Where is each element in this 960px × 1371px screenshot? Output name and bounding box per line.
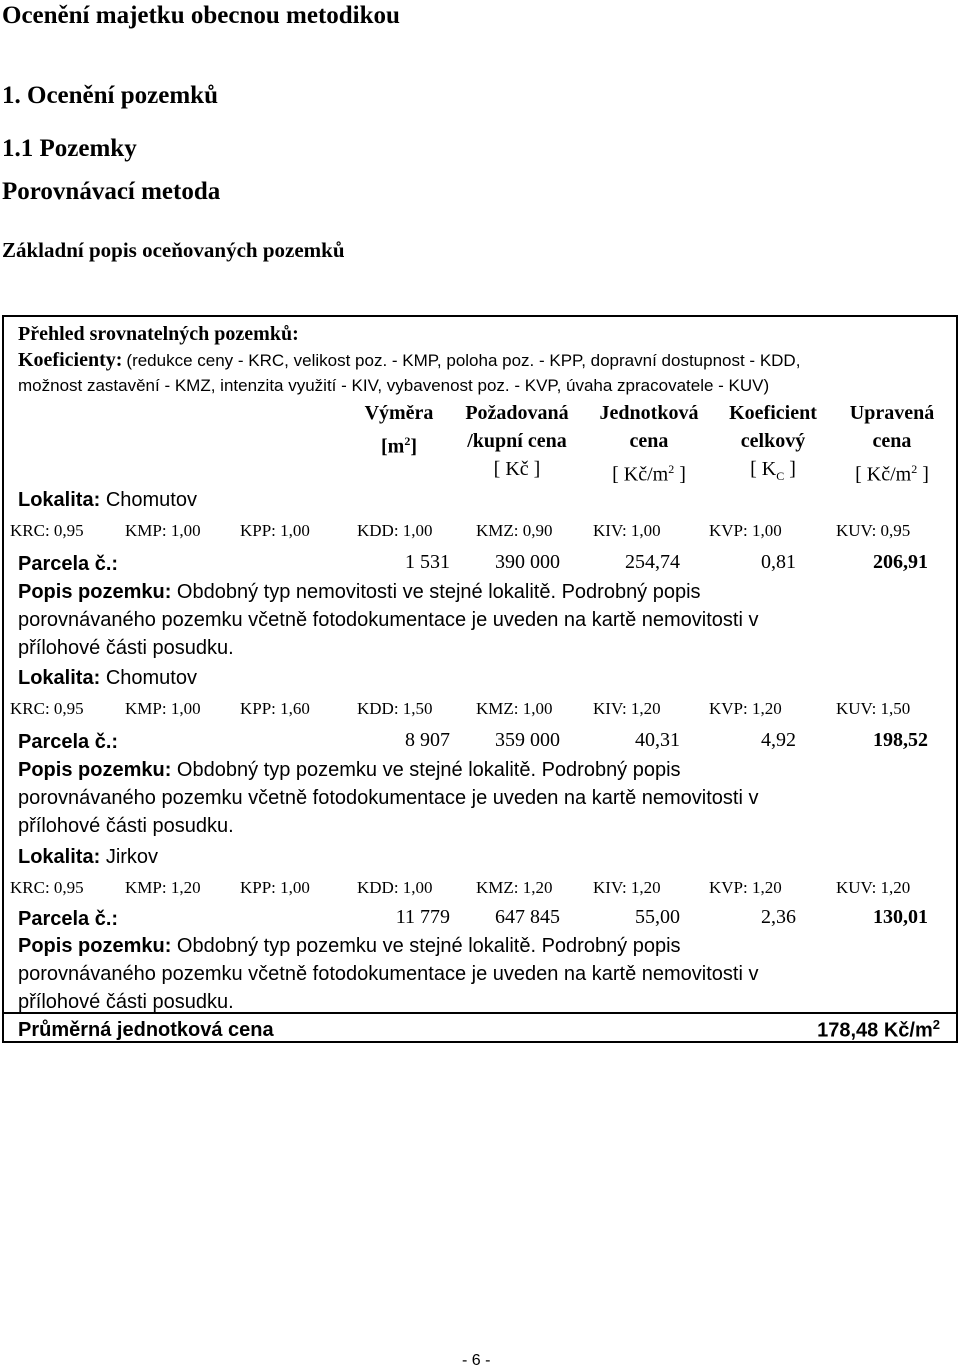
section-heading: 1. Ocenění pozemků	[2, 82, 218, 109]
row-1-lokalita	[18, 489, 197, 512]
row-2-lokalita	[18, 667, 197, 690]
row-2-vymera: 8 907	[405, 729, 450, 751]
lokalita-value: Chomutov	[105, 489, 197, 511]
row-1-koef-kiv: KIV: 1,00	[593, 521, 661, 540]
column-header-jednotkova-close: ]	[674, 463, 686, 486]
row-2-koef-kvp: KVP: 1,20	[709, 699, 782, 718]
row-1-koef-kmz: KMZ: 0,90	[476, 521, 553, 540]
row-2-koeficient: 4,92	[761, 729, 796, 751]
row-2-koef-kpp: KPP: 1,60	[240, 699, 310, 718]
total-divider	[4, 1012, 956, 1014]
column-header-jednotkova-unit: [ Kč/m	[612, 463, 669, 486]
row-3-vymera: 11 779	[395, 906, 450, 928]
row-2-popis-1	[18, 756, 681, 784]
column-header-upravena-unit: [ Kč/m	[855, 463, 912, 486]
row-1-vymera: 1 531	[405, 551, 450, 573]
row-3-koef-kiv: KIV: 1,20	[593, 878, 661, 897]
column-header-upravena-title: Upravená	[849, 402, 935, 424]
row-2-koef-kuv: KUV: 1,50	[836, 699, 911, 718]
popis-text: Obdobný typ nemovitosti ve stejné lokalitě. Podrobný popis	[176, 581, 701, 603]
column-header-upravena-sub: cena	[872, 430, 912, 452]
row-3-popis-3: přílohové části posudku.	[18, 991, 234, 1013]
column-header-koeficient-unit: [ K	[750, 458, 777, 480]
lokalita-label: Lokalita:	[18, 667, 101, 689]
row-1-koeficient: 0,81	[761, 551, 796, 573]
column-header-upravena	[834, 399, 950, 489]
popis-text: Obdobný typ pozemku ve stejné lokalitě. Podrobný popis	[176, 759, 681, 781]
row-3-parcela-label: Parcela č.:	[18, 908, 119, 930]
row-3-popis-1	[18, 932, 681, 960]
page-number: - 6 -	[462, 1352, 491, 1369]
coefficients-line-1	[18, 349, 800, 372]
column-header-jednotkova-sub: cena	[629, 430, 669, 452]
row-1-koef-kdd: KDD: 1,00	[357, 521, 433, 540]
row-2-koef-kiv: KIV: 1,20	[593, 699, 661, 718]
popis-text: Obdobný typ pozemku ve stejné lokalitě. Podrobný popis	[176, 935, 681, 957]
row-1-cena: 390 000	[495, 551, 560, 573]
row-2-popis-3: přílohové části posudku.	[18, 815, 234, 837]
row-1-popis-3: přílohové části posudku.	[18, 637, 234, 659]
lokalita-label: Lokalita:	[18, 846, 101, 868]
popis-label: Popis pozemku:	[18, 581, 172, 603]
column-header-jednotkova-title: Jednotková	[599, 402, 699, 424]
row-2-koef-kmz: KMZ: 1,00	[476, 699, 553, 718]
row-3-koef-krc: KRC: 0,95	[10, 878, 84, 897]
row-3-koef-kmz: KMZ: 1,20	[476, 878, 553, 897]
subsection-heading: 1.1 Pozemky	[2, 135, 137, 162]
row-1-koef-kmp: KMP: 1,00	[125, 521, 201, 540]
row-3-upravena: 130,01	[873, 906, 928, 928]
column-header-jednotkova-sup: 2	[668, 462, 675, 476]
row-2-jednotkova: 40,31	[635, 729, 680, 751]
column-header-koeficient-close: ]	[784, 458, 796, 480]
document-title: Ocenění majetku obecnou metodikou	[2, 2, 400, 29]
row-3-koeficient: 2,36	[761, 906, 796, 928]
coefficients-label: Koeficienty:	[18, 349, 123, 371]
row-2-popis-2: porovnávaného pozemku včetně fotodokumentace je uveden na kartě nemovitosti v	[18, 787, 759, 809]
row-1-koef-kvp: KVP: 1,00	[709, 521, 782, 540]
column-header-pozadovana-unit: [ Kč ]	[493, 458, 541, 480]
column-header-upravena-sup: 2	[911, 462, 918, 476]
row-2-cena: 359 000	[495, 729, 560, 751]
row-1-koef-kuv: KUV: 0,95	[836, 521, 911, 540]
average-price-value	[817, 1017, 940, 1043]
row-2-koef-kdd: KDD: 1,50	[357, 699, 433, 718]
row-1-parcela-label: Parcela č.:	[18, 553, 119, 575]
basic-description-heading: Základní popis oceňovaných pozemků	[2, 238, 345, 262]
column-header-pozadovana	[452, 399, 582, 483]
popis-label: Popis pozemku:	[18, 759, 172, 781]
coefficients-text-2: možnost zastavění - KMZ, intenzita využití - KIV, vybavenost poz. - KVP, úvaha zpracovatele - KUV)	[18, 376, 770, 395]
row-2-parcela-label: Parcela č.:	[18, 731, 119, 753]
column-header-jednotkova	[584, 399, 714, 489]
lokalita-value: Jirkov	[105, 846, 159, 868]
row-1-upravena: 206,91	[873, 551, 928, 573]
row-1-popis-1	[18, 578, 701, 606]
coefficients-text-1: (redukce ceny - KRC, velikost poz. - KMP, poloha poz. - KPP, dopravní dostupnost - KDD,	[126, 351, 801, 370]
column-header-vymera-sup: 2	[404, 434, 411, 448]
row-3-koef-kdd: KDD: 1,00	[357, 878, 433, 897]
column-header-koeficient-sub-c: C	[776, 469, 785, 483]
column-header-vymera	[344, 399, 454, 461]
row-1-popis-2: porovnávaného pozemku včetně fotodokumentace je uveden na kartě nemovitosti v	[18, 609, 759, 631]
average-price-label: Průměrná jednotková cena	[18, 1019, 274, 1041]
row-3-koef-kpp: KPP: 1,00	[240, 878, 310, 897]
comparison-table	[2, 315, 958, 1043]
row-2-koef-kmp: KMP: 1,00	[125, 699, 201, 718]
row-3-jednotkova: 55,00	[635, 906, 680, 928]
row-2-koef-krc: KRC: 0,95	[10, 699, 84, 718]
overview-heading: Přehled srovnatelných pozemků:	[18, 323, 299, 345]
average-price-unit-sup: 2	[932, 1017, 940, 1032]
row-3-lokalita	[18, 846, 158, 869]
lokalita-value: Chomutov	[105, 667, 197, 689]
column-header-vymera-unit: [m	[381, 435, 405, 458]
column-header-vymera-close: ]	[410, 435, 417, 458]
row-3-koef-kmp: KMP: 1,20	[125, 878, 201, 897]
row-2-upravena: 198,52	[873, 729, 928, 751]
column-header-pozadovana-sub: /kupní cena	[467, 430, 567, 452]
column-header-upravena-close: ]	[917, 463, 929, 486]
row-3-koef-kuv: KUV: 1,20	[836, 878, 911, 897]
row-1-koef-krc: KRC: 0,95	[10, 521, 84, 540]
method-heading: Porovnávací metoda	[2, 178, 221, 205]
column-header-pozadovana-title: Požadovaná	[465, 402, 569, 424]
popis-label: Popis pozemku:	[18, 935, 172, 957]
average-price-amount: 178,48 Kč/m	[817, 1019, 933, 1042]
row-1-jednotkova: 254,74	[625, 551, 680, 573]
column-header-koeficient-title: Koeficient	[729, 402, 817, 424]
row-3-koef-kvp: KVP: 1,20	[709, 878, 782, 897]
column-header-koeficient	[714, 399, 832, 490]
row-1-koef-kpp: KPP: 1,00	[240, 521, 310, 540]
row-3-cena: 647 845	[495, 906, 560, 928]
column-header-koeficient-sub: celkový	[740, 430, 806, 452]
lokalita-label: Lokalita:	[18, 489, 101, 511]
column-header-vymera-title: Výměra	[364, 402, 434, 424]
row-3-popis-2: porovnávaného pozemku včetně fotodokumentace je uveden na kartě nemovitosti v	[18, 963, 759, 985]
